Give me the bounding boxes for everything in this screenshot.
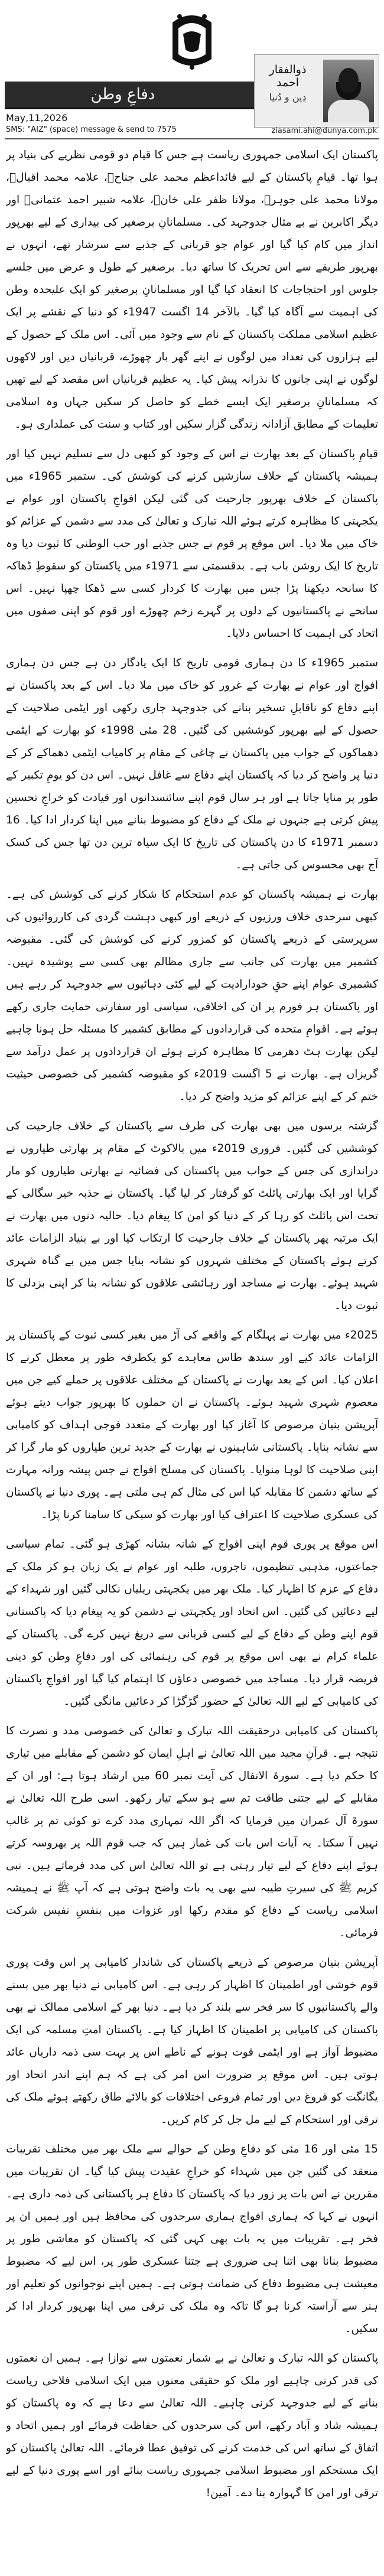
author-email: ziasami.ahi@dunya.com.pk: [271, 126, 377, 135]
column-title: دفاعِ وطن: [90, 86, 155, 103]
header-divider: [5, 138, 379, 139]
publish-date: May,11,2026: [6, 112, 68, 123]
paragraph: پاکستان کی کامیابی درحقیقت اللہ تبارک و تعالیٰ کی خصوصی مدد و نصرت کا نتیجہ ہے۔ قرآنِ مجید میں اللہ تعالیٰ نے اہلِ ایمان کو دشمن کے مقابلے میں تیاری کا حکم دیا ہے۔ سورۃ الانفال کی آیت نمبر 60 میں ارشاد ہوتا ہے: اور ان کے مقابلے کے لیے جتنی طاقت تم سے ہو سکے تیار رکھو۔ اسی طرح اللہ تعالیٰ نے سورۃ آل عمران میں فرمایا کہ اگر اللہ تمہاری مدد کرے تو کوئی تم پر غالب نہیں آ سکتا۔ یہ آیات اس بات کی غماز ہیں کہ جب قوم اللہ پر بھروسہ کرتے ہوئے اپنے دفاع کے لیے تیار رہتی ہے تو اللہ تعالیٰ اس کی مدد فرماتے ہیں۔ نبی کریم ﷺ کی سیرتِ طیبہ سے بھی یہ بات واضح ہوتی ہے کہ آپ ﷺ نے ہمیشہ اسلامی ریاست کے دفاع کو مقدم رکھا اور غزوات میں بنفسِ نفیس شرکت فرمائی۔: [6, 1725, 378, 1939]
paragraph: اس موقع پر پوری قوم اپنی افواج کے شانہ بشانہ کھڑی ہو گئی۔ تمام سیاسی جماعتوں، مذہبی تنظیموں، تاجروں، طلبہ اور عوام نے یک زبان ہو کر ملک کے دفاع کے عزم کا اظہار کیا۔ ملک بھر میں یکجہتی ریلیاں نکالی گئیں اور شہداء کے لیے دعائیں کی گئیں۔ اس اتحاد اور یکجہتی نے دشمن کو یہ پیغام دیا کہ پاکستانی قوم اپنے وطن کے دفاع کے لیے کسی قربانی سے دریغ نہیں کرے گی۔ پاکستان کے علماء کرام نے بھی اس موقع پر قوم کی رہنمائی کی اور دفاعِ وطن کو دینی فریضہ قرار دیا۔ مساجد میں خصوصی دعاؤں کا اہتمام کیا گیا اور افواجِ پاکستان کی کامیابی کے لیے اللہ تعالیٰ کے حضور گڑگڑا کر دعائیں مانگی گئیں۔: [6, 1538, 378, 1708]
paragraph: 15 مئی اور 16 مئی کو دفاعِ وطن کے حوالے سے ملک بھر میں مختلف تقریبات منعقد کی گئیں جن میں شہداء کو خراجِ عقیدت پیش کیا گیا۔ ان تقریبات میں مقررین نے اس بات پر زور دیا کہ پاکستان کا دفاع ہر پاکستانی کی ذمہ داری ہے۔ انہوں نے کہا کہ ہماری افواج ہماری سرحدوں کی محافظ ہیں اور ہمیں ان پر فخر ہے۔ تقریبات میں یہ بات بھی کہی گئی کہ پاکستان کو معاشی طور پر مضبوط بنانا بھی اتنا ہی ضروری ہے جتنا عسکری طور پر، اس لیے کہ مضبوط معیشت ہی مضبوط دفاع کی ضمانت ہوتی ہے۔ ہمیں اپنے نوجوانوں کو تعلیم اور ہنر سے آراستہ کرنا ہو گا تاکہ وہ ملک کی ترقی میں اپنا بھرپور کردار ادا کر سکیں۔: [6, 2143, 378, 2335]
paragraph: قیامِ پاکستان کے بعد بھارت نے اس کے وجود کو کبھی دل سے تسلیم نہیں کیا اور ہمیشہ پاکستان کے خلاف سازشیں کرنے کی کوشش کی۔ ستمبر 1965ء میں پاکستان کے خلاف بھرپور جارحیت کی گئی لیکن افواجِ پاکستان اور عوام نے یکجہتی کا مظاہرہ کرتے ہوئے اللہ تبارک و تعالیٰ کی مدد سے دشمن کے عزائم کو خاک میں ملا دیا۔ اس موقع پر قوم نے جس جذبے اور حب الوطنی کا ثبوت دیا وہ تاریخ کا ایک روشن باب ہے۔ بدقسمتی سے 1971ء میں پاکستان کو سقوطِ ڈھاکہ کا سانحہ دیکھنا پڑا جس میں بھارت کا کردار کسی سے ڈھکا چھپا نہیں۔ اس سانحے نے پاکستانیوں کے دلوں پر گہرے زخم چھوڑے اور قوم کو اپنی صفوں میں اتحاد کی اہمیت کا احساس دلایا۔: [6, 448, 378, 640]
author-photo: [323, 60, 374, 122]
masthead: [0, 0, 384, 135]
paragraph: پاکستان کو اللہ تبارک و تعالیٰ نے بے شمار نعمتوں سے نوازا ہے۔ ہمیں ان نعمتوں کی قدر کرنی چاہیے اور ملک کو حقیقی معنوں میں ایک اسلامی فلاحی ریاست بنانے کے لیے جدوجہد کرنی چاہیے۔ اللہ تعالیٰ سے دعا ہے کہ وہ پاکستان کو ہمیشہ شاد و آباد رکھے، اس کی سرحدوں کی حفاظت فرمائے اور ہمیں اتحاد و اتفاق کے ساتھ اس کی خدمت کرنے کی توفیق عطا فرمائے۔ اللہ تعالیٰ پاکستان کو ایک مستحکم اور مضبوط اسلامی جمہوری ریاست بنائے اور اسے پوری دنیا کے لیے ترقی اور امن کا گہوارہ بنا دے۔ آمین!: [6, 2352, 378, 2499]
dunya-logo-mark: [162, 5, 222, 76]
author-column-name: دِین و دُنیا: [269, 92, 307, 103]
paragraph: پاکستان ایک اسلامی جمہوری ریاست ہے جس کا قیام دو قومی نظریے کی بنیاد پر ہوا تھا۔ قیامِ پاکستان کے لیے قائداعظم محمد علی جناحؒ، علامہ محمد اقبالؒ، مولانا محمد علی جوہرؒ، مولانا ظفر علی خانؒ، علامہ شبیر احمد عثمانیؒ اور دیگر اکابرین نے بے مثال جدوجہد کی۔ مسلمانانِ برصغیر کی بیداری کے لیے بھرپور انداز میں کام کیا گیا اور عوام جو قربانی کے جذبے سے سرشار تھے، انہوں نے بھرپور طریقے سے اس تحریک کا ساتھ دیا۔ برصغیر کے طول و عرض میں جلسے جلوس اور احتجاجات کا انعقاد کیا گیا اور مسلمانانِ برصغیر کو ایک علیحدہ وطن کی اہمیت سے آگاہ کیا گیا۔ بالآخر 14 اگست 1947ء کو دنیا کے نقشے پر ایک عظیم اسلامی مملکت پاکستان کے نام سے وجود میں آئی۔ اس ملک کے حصول کے لیے ہزاروں کی تعداد میں لوگوں نے اپنے گھر بار چھوڑے، قربانیاں دیں اور لاکھوں لوگوں نے اپنی جانوں کا نذرانہ پیش کیا۔ یہ عظیم قربانیاں اس مقصد کے لیے تھیں کہ مسلمانانِ برصغیر ایک ایسے خطے کو حاصل کر سکیں جہاں وہ اسلامی تعلیمات کے مطابق آزادانہ زندگی گزار سکیں اور کتاب و سنت کی عملداری ہو۔: [6, 149, 378, 431]
paragraph: گزشتہ برسوں میں بھی بھارت کی طرف سے پاکستان کے خلاف جارحیت کی کوششیں کی گئیں۔ فروری 2019ء میں بالاکوٹ کے مقام پر بھارتی طیاروں نے دراندازی کی جس کے جواب میں پاکستان کی فضائیہ نے بھارتی طیاروں کو مار گرایا اور ایک بھارتی پائلٹ کو گرفتار کر لیا گیا۔ پاکستان نے جذبہ خیر سگالی کے تحت اس پائلٹ کو رہا کر کے دنیا کو امن کا پیغام دیا۔ حالیہ دنوں میں بھارت نے ایک مرتبہ پھر پاکستان کے خلاف جارحیت کا ارتکاب کیا اور بے بنیاد الزامات عائد کرتے ہوئے پاکستان کے مختلف شہروں کو نشانہ بنایا جس میں بے گناہ شہری شہید ہوئے۔ بھارت نے مساجد اور رہائشی علاقوں کو نشانہ بنا کر اپنی بزدلی کا ثبوت دیا۔: [6, 1120, 378, 1312]
paragraph: ستمبر 1965ء کا دن ہماری قومی تاریخ کا ایک یادگار دن ہے جس دن ہماری افواج اور عوام نے بھارت کے غرور کو خاک میں ملا دیا۔ اس کے بعد پاکستان نے اپنے دفاع کو ناقابلِ تسخیر بنانے کی جدوجہد جاری رکھی اور ایٹمی صلاحیت کے حصول کے لیے بھرپور کوششیں کی گئیں۔ 28 مئی 1998ء کو بھارت کے ایٹمی دھماکوں کے جواب میں پاکستان نے چاغی کے مقام پر کامیاب ایٹمی دھماکے کر کے دنیا پر واضح کر دیا کہ پاکستان اپنے دفاع سے غافل نہیں۔ اس دن کو یومِ تکبیر کے طور پر منایا جاتا ہے اور ہر سال قوم اپنے سائنسدانوں اور قیادت کو خراجِ تحسین پیش کرتی ہے جنہوں نے ملک کے دفاع کو مضبوط بنانے میں اپنا کردار ادا کیا۔ 16 دسمبر 1971ء کا دن پاکستان کی تاریخ کا ایک سیاہ ترین دن تھا جس کی کسک آج بھی محسوس کی جاتی ہے۔: [6, 657, 378, 871]
paragraph: 2025ء میں بھارت نے پہلگام کے واقعے کی آڑ میں بغیر کسی ثبوت کے پاکستان پر الزامات عائد کیے اور سندھ طاس معاہدے کو یکطرفہ طور پر معطل کرنے کا اعلان کیا۔ اس کے بعد بھارت نے پاکستان کے مختلف علاقوں پر حملے کیے جن میں معصوم شہری شہید ہوئے۔ پاکستان نے ان حملوں کا بھرپور جواب دیتے ہوئے آپریشن بنیان مرصوص کا آغاز کیا اور بھارت کے متعدد فوجی اہداف کو کامیابی سے نشانہ بنایا۔ پاکستانی شاہینوں نے بھارت کے جدید ترین طیاروں کو مار گرا کر اپنی صلاحیت کا لوہا منوایا۔ پاکستان کی مسلح افواج نے جس پیشہ ورانہ مہارت کے ساتھ دشمن کا مقابلہ کیا اس کی مثال کم ہی ملتی ہے۔ پوری دنیا نے پاکستان کی عسکری صلاحیت کا اعتراف کیا اور بھارت کو سبکی کا سامنا کرنا پڑا۔: [6, 1329, 378, 1521]
article-body: [6, 144, 378, 2566]
author-name: ذوالفقار احمد: [269, 63, 307, 89]
author-box: [254, 54, 379, 128]
dunya-logo: [162, 5, 222, 76]
sms-note: SMS: "AIZ" (space) message & send to 7575: [6, 125, 177, 134]
paragraph: آپریشن بنیان مرصوص کے ذریعے پاکستان کی شاندار کامیابی پر اس وقت پوری قوم خوشی اور اطمینان کا اظہار کر رہی ہے۔ اس کامیابی نے دنیا بھر میں بسنے والے پاکستانیوں کا سر فخر سے بلند کر دیا ہے۔ دنیا بھر کے اسلامی ممالک نے بھی پاکستان کی کامیابی پر اطمینان کا اظہار کیا ہے۔ پاکستان امتِ مسلمہ کی ایک مضبوط آواز ہے اور ایٹمی قوت ہونے کے ناطے اس پر بہت سی ذمہ داریاں عائد ہوتی ہیں۔ اس موقع پر ضرورت اس امر کی ہے کہ ہم اپنے اندر اتحاد اور یگانگت کو فروغ دیں اور تمام فروعی اختلافات کو بالائے طاق رکھتے ہوئے ملک کی ترقی اور استحکام کے لیے مل جل کر کام کریں۔: [6, 1956, 378, 2126]
paragraph: بھارت نے ہمیشہ پاکستان کو عدم استحکام کا شکار کرنے کی کوشش کی ہے۔ کبھی سرحدی خلاف ورزیوں کے ذریعے اور کبھی دہشت گردی کی کارروائیوں کی سرپرستی کے ذریعے پاکستان کو کمزور کرنے کی کوشش کی گئی۔ مقبوضہ کشمیر میں بھارت کی جانب سے جاری مظالم بھی کسی سے پوشیدہ نہیں۔ کشمیری عوام اپنے حقِ خودارادیت کے لیے کئی دہائیوں سے جدوجہد کر رہے ہیں اور پاکستان ہر فورم پر ان کی اخلاقی، سیاسی اور سفارتی حمایت جاری رکھے ہوئے ہے۔ اقوامِ متحدہ کی قراردادوں کے مطابق کشمیر کا مسئلہ حل ہونا چاہیے لیکن بھارت ہٹ دھرمی کا مظاہرہ کرتے ہوئے ان قراردادوں پر عمل درآمد سے گریزاں ہے۔ بھارت نے 5 اگست 2019ء کو مقبوضہ کشمیر کی خصوصی حیثیت ختم کر کے اپنے عزائم کو مزید واضح کر دیا۔: [6, 888, 378, 1103]
